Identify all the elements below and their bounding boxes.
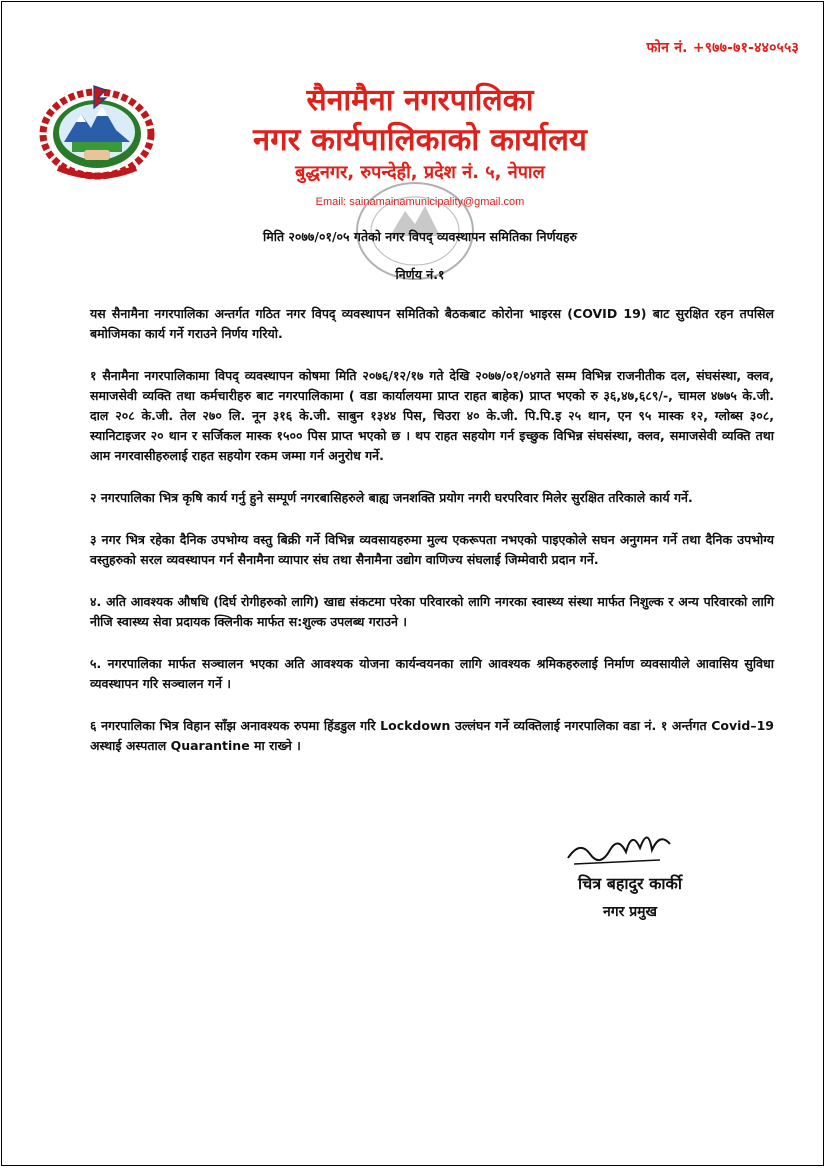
document-subject: मिति २०७७/०१/०५ गतेको नगर विपद् व्यवस्थापन समितिका निर्णयहरु [263, 229, 577, 244]
decision-item-4: ४. अति आवश्यक औषधि (दिर्घ रोगीहरुको लागि) खाद्य संकटमा परेका परिवारको लागि नगरका स्वास्थ्य संस्था मार्फत निशुल्क र अन्य परिवारको लागि नीजि स्वास्थ्य सेवा प्रदायक क्लिनीक मार्फत स:शुल्क उपलब्ध गराउने । [90, 594, 774, 629]
decision-item-5: ५. नगरपालिका मार्फत सञ्चालन भएका अति आवश्यक योजना कार्यन्वयनका लागि आवश्यक श्रमिकहरुलाई निर्माण व्यवसायीले आवासिय सुविधा व्यवस्थापन गरि सञ्चालन गर्ने । [90, 656, 774, 691]
document-body [90, 304, 774, 778]
office-title: नगर कार्यपालिकाको कार्यालय [253, 122, 587, 158]
office-address: बुद्धनगर, रुपन्देही, प्रदेश नं. ५, नेपाल [295, 162, 545, 183]
decision-item-3: ३ नगर भित्र रहेका दैनिक उपभोग्य वस्तु बिक्री गर्ने विभिन्न व्यवसायहरुमा मुल्य एकरूपता नभएको पाइएकोले सघन अनुगमन गर्ने तथा दैनिक उपभोग्य वस्तुहरुको सरल व्यवस्थापन गर्न सैनामैना व्यापार संघ तथा सैनामैना उद्योग वाणिज्य संघलाई जिम्मेवारी प्रदान गर्ने. [90, 532, 774, 567]
decision-item-2: २ नगरपालिका भित्र कृषि कार्य गर्नु हुने सम्पूर्ण नगरबासिहरुले बाह्य जनशक्ति प्रयोग नगरी घरपरिवार मिलेर सुरक्षित तरिकाले कार्य गर्ने. [90, 490, 693, 505]
nepal-emblem-icon [36, 84, 158, 180]
decision-number: निर्णय नं.१ [395, 267, 445, 282]
municipality-title: सैनामैना नगरपालिका [306, 83, 534, 118]
decision-item-6: ६ नगरपालिका भित्र विहान साँझ अनावश्यक रुपमा हिंडडुल गरि Lockdown उल्लंघन गर्ने व्यक्तिलाई नगरपालिका वडा नं. १ अर्न्तगत Covid–19 अस्थाई अस्पताल Quarantine मा राख्ने । [90, 718, 774, 753]
phone-number: फोन नं. +९७७-७१-४४०५५३ [646, 40, 799, 56]
decision-item-1: १ सैनामैना नगरपालिकामा विपद् व्यवस्थापन कोषमा मिति २०७६/१२/१७ गते देखि २०७७/०१/०४गते सम्म विभिन्न राजनीतीक दल, संघसंस्था, क्लव, समाजसेवी व्यक्ति तथा कर्मचारीहरु बाट नगरपालिकामा ( वडा कार्यालयमा प्राप्त राहत बाहेक) प्राप्त भएको रु ३६,४७,६८९/-, चामल ४७७५ के.जी. दाल २०८ के.जी. तेल २७० लि. नून ३१६ के.जी. साबुन १३४४ पिस, चिउरा ४० के.जी. पि.पि.इ २५ थान, एन ९५ मास्क १२, ग्लोब्स ३०८, स्यानिटाइजर २० थान र सर्जिकल मास्क १५०० पिस प्राप्त भएको छ । थप राहत सहयोग गर्न इच्छुक विभिन्न संघसंस्था, क्लव, समाजसेवी व्यक्ति तथा आम नगरवासीहरुलाई राहत सहयोग रकम जम्मा गर्न अनुरोध गर्ने. [90, 368, 774, 463]
handwritten-signature [560, 820, 680, 870]
signer-name: चित्र बहादुर कार्की [578, 874, 682, 893]
intro-paragraph: यस सैनामैना नगरपालिका अन्तर्गत गठित नगर विपद् व्यवस्थापन समितिको बैठकबाट कोरोना भाइरस (COVID 19) बाट सुरक्षित रहन तपसिल बमोजिमका कार्य गर्ने गराउने निर्णय गरियो. [90, 306, 774, 341]
signer-title: नगर प्रमुख [602, 904, 658, 920]
office-email: Email: sainamainamunicipality@gmail.com [315, 196, 525, 208]
